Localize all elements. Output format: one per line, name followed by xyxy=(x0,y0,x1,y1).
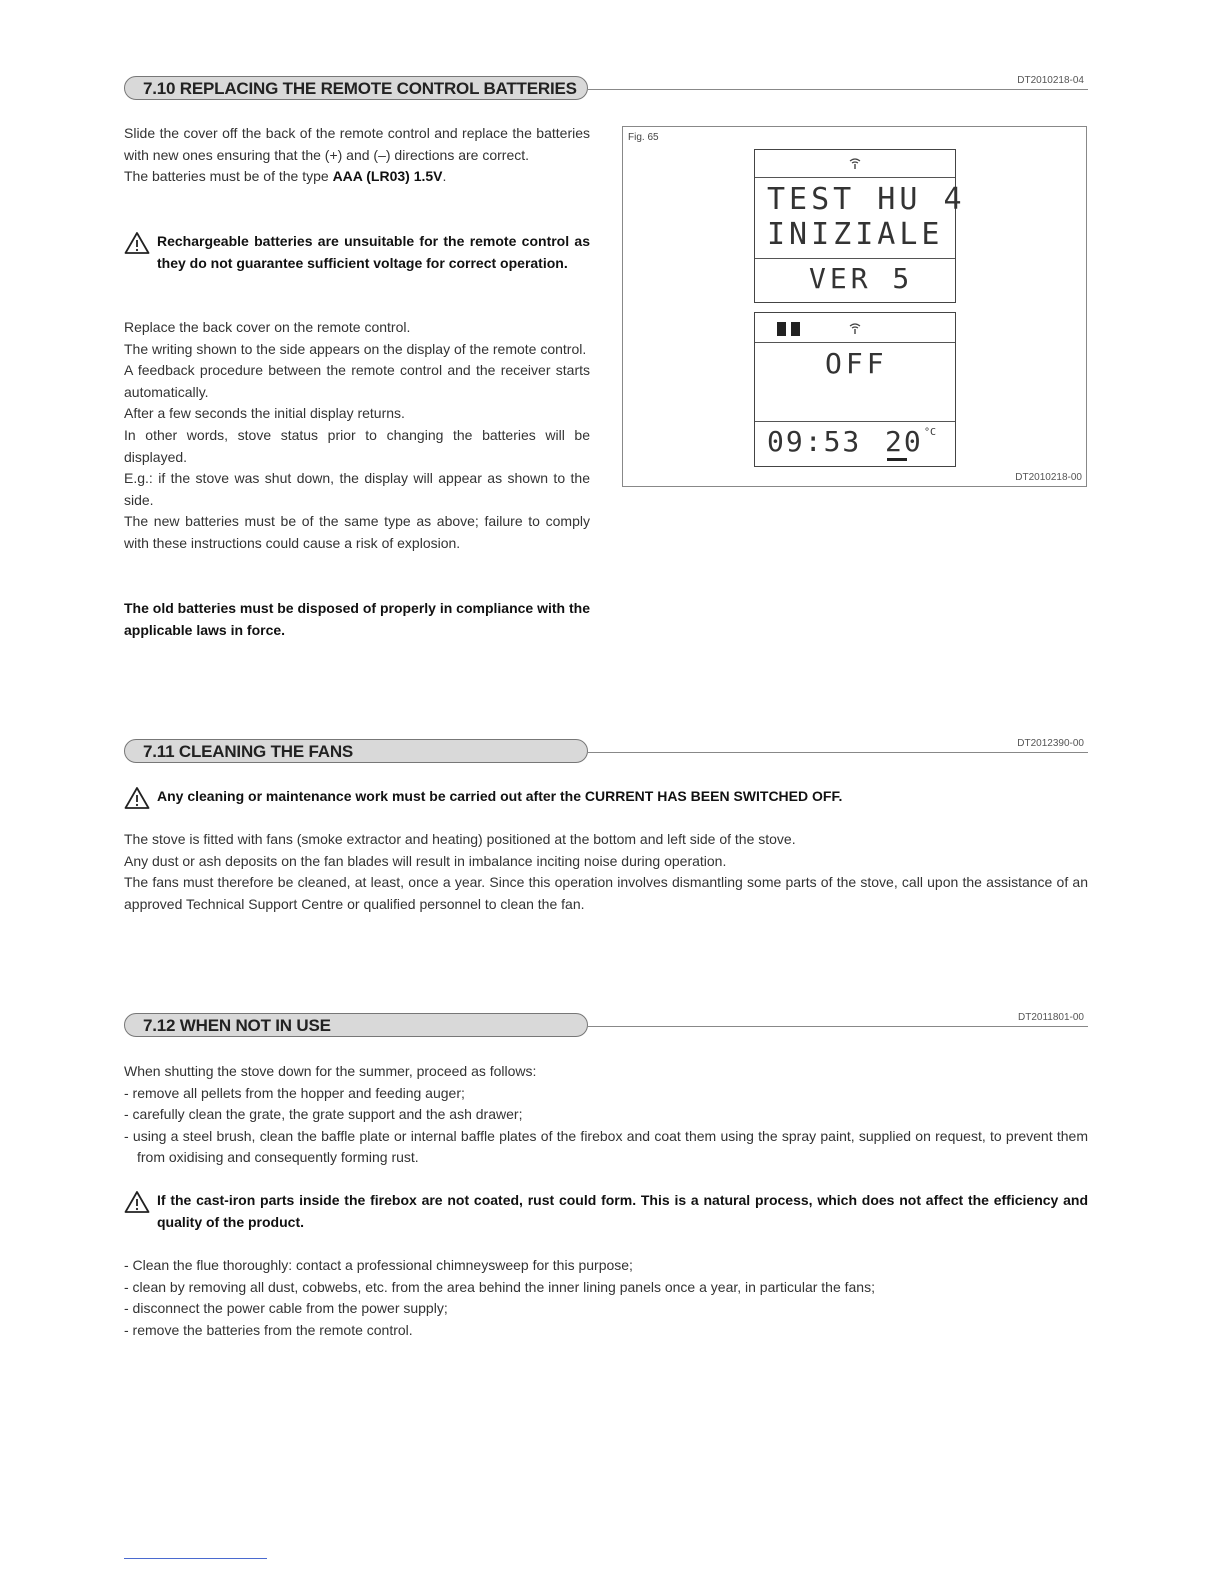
paragraph: Any dust or ash deposits on the fan blades will result in imbalance inciting noise during operation. xyxy=(124,852,727,869)
figure-code: DT2010218-00 xyxy=(1015,472,1082,483)
paragraph: When shutting the stove down for the summer, proceed as follows: xyxy=(124,1063,537,1079)
section-7-12-list xyxy=(124,1255,1088,1341)
disposal-note: The old batteries must be disposed of properly in compliance with the applicable laws in force. xyxy=(124,600,590,638)
paragraph: A feedback procedure between the remote control and the receiver starts automatically. xyxy=(124,362,590,400)
paragraph: In other words, stove status prior to changing the batteries will be displayed. xyxy=(124,426,590,465)
doc-code: DT2011801-00 xyxy=(1018,1012,1084,1023)
section-7-11-text xyxy=(124,829,1088,915)
warning-text: Rechargeable batteries are unsuitable for the remote control as they do not guarantee sufficient voltage for correct operation. xyxy=(157,233,590,271)
section-title: 7.10 REPLACING THE REMOTE CONTROL BATTERIES xyxy=(124,76,588,100)
lcd-temp-unit: °C xyxy=(924,427,937,438)
list-item: - carefully clean the grate, the grate support and the ash drawer; xyxy=(124,1106,523,1123)
section-7-10-text xyxy=(124,123,590,188)
section-7-10-steps xyxy=(124,317,590,555)
signal-icon xyxy=(849,158,861,170)
list-item: - clean by removing all dust, cobwebs, etc. from the area behind the inner lining panels once a year, in particular the fans; xyxy=(124,1278,875,1295)
warning-block xyxy=(124,1190,1088,1233)
list-item: - using a steel brush, clean the baffle plate or internal baffle plates of the firebox and coat them using the spray paint, supplied on request, to prevent them from oxidising and consequently forming rust. xyxy=(124,1127,1088,1166)
figure-65 xyxy=(622,126,1087,487)
section-title: 7.11 CLEANING THE FANS xyxy=(124,739,588,763)
list-item: - Clean the flue thoroughly: contact a professional chimneysweep for this purpose; xyxy=(124,1257,633,1273)
lcd-divider xyxy=(755,342,955,343)
text: . xyxy=(442,168,447,185)
doc-code: DT2010218-04 xyxy=(1017,75,1084,86)
lcd-time: 09:53 xyxy=(767,425,862,458)
figure-label: Fig. 65 xyxy=(628,132,659,143)
list-item: - remove all pellets from the hopper and feeding auger; xyxy=(124,1084,465,1101)
lcd-display-off xyxy=(754,312,956,467)
lcd-status: OFF xyxy=(825,347,888,380)
header-rule xyxy=(588,89,1088,90)
warning-icon xyxy=(124,231,150,255)
warning-icon xyxy=(124,786,150,810)
warning-text: Any cleaning or maintenance work must be carried out after the CURRENT HAS BEEN SWITCHED OFF. xyxy=(157,788,843,804)
section-header-7-11 xyxy=(124,739,1088,767)
paragraph: The fans must therefore be cleaned, at least, once a year. Since this operation involves dismantling some parts of the stove, call upon the assistance of an approved Technical Support Centre or qualified personnel to clean the fan. xyxy=(124,874,1088,912)
section-7-12-text xyxy=(124,1061,1088,1169)
text: The batteries must be of the type xyxy=(124,168,333,185)
paragraph: The stove is fitted with fans (smoke extractor and heating) positioned at the bottom and left side of the stove. xyxy=(124,831,796,847)
lcd-divider xyxy=(755,258,955,259)
temp-underline xyxy=(887,458,907,461)
lcd-line-1: TEST HU 4 xyxy=(767,182,966,217)
warning-text: If the cast-iron parts inside the firebox are not coated, rust could form. This is a natural process, which does not affect the efficiency and quality of the product. xyxy=(157,1192,1088,1230)
header-rule xyxy=(588,752,1088,753)
header-rule xyxy=(588,1026,1088,1027)
section-header-7-12 xyxy=(124,1013,1088,1041)
signal-icon xyxy=(849,323,861,335)
footer-rule xyxy=(124,1558,267,1559)
section-title: 7.12 WHEN NOT IN USE xyxy=(124,1013,588,1037)
lcd-temperature: 20 xyxy=(885,425,923,458)
lcd-divider xyxy=(755,177,955,178)
lcd-line-2: INIZIALE xyxy=(767,217,944,252)
warning-block xyxy=(124,786,1088,808)
list-item: - remove the batteries from the remote control. xyxy=(124,1321,413,1338)
paragraph: E.g.: if the stove was shut down, the display will appear as shown to the side. xyxy=(124,470,590,508)
paragraph: Slide the cover off the back of the remote control and replace the batteries with new ones ensuring that the (+) and (–) directions are correct. xyxy=(124,125,590,163)
warning-icon xyxy=(124,1190,150,1214)
lcd-divider xyxy=(755,421,955,422)
paragraph: After a few seconds the initial display returns. xyxy=(124,405,405,422)
warning-block xyxy=(124,231,590,274)
section-header-7-10 xyxy=(124,76,1088,104)
lcd-line-3: VER 5 xyxy=(809,262,914,295)
paragraph xyxy=(124,166,590,188)
lcd-display-test xyxy=(754,149,966,303)
battery-bar-icon xyxy=(777,322,786,336)
paragraph: The new batteries must be of the same type as above; failure to comply with these instructions could cause a risk of explosion. xyxy=(124,513,590,551)
paragraph: Replace the back cover on the remote control. xyxy=(124,319,411,335)
paragraph: The writing shown to the side appears on the display of the remote control. xyxy=(124,340,587,357)
battery-bar-icon xyxy=(791,322,800,336)
doc-code: DT2012390-00 xyxy=(1017,738,1084,749)
list-item: - disconnect the power cable from the power supply; xyxy=(124,1300,448,1317)
battery-type: AAA (LR03) 1.5V xyxy=(332,168,443,185)
